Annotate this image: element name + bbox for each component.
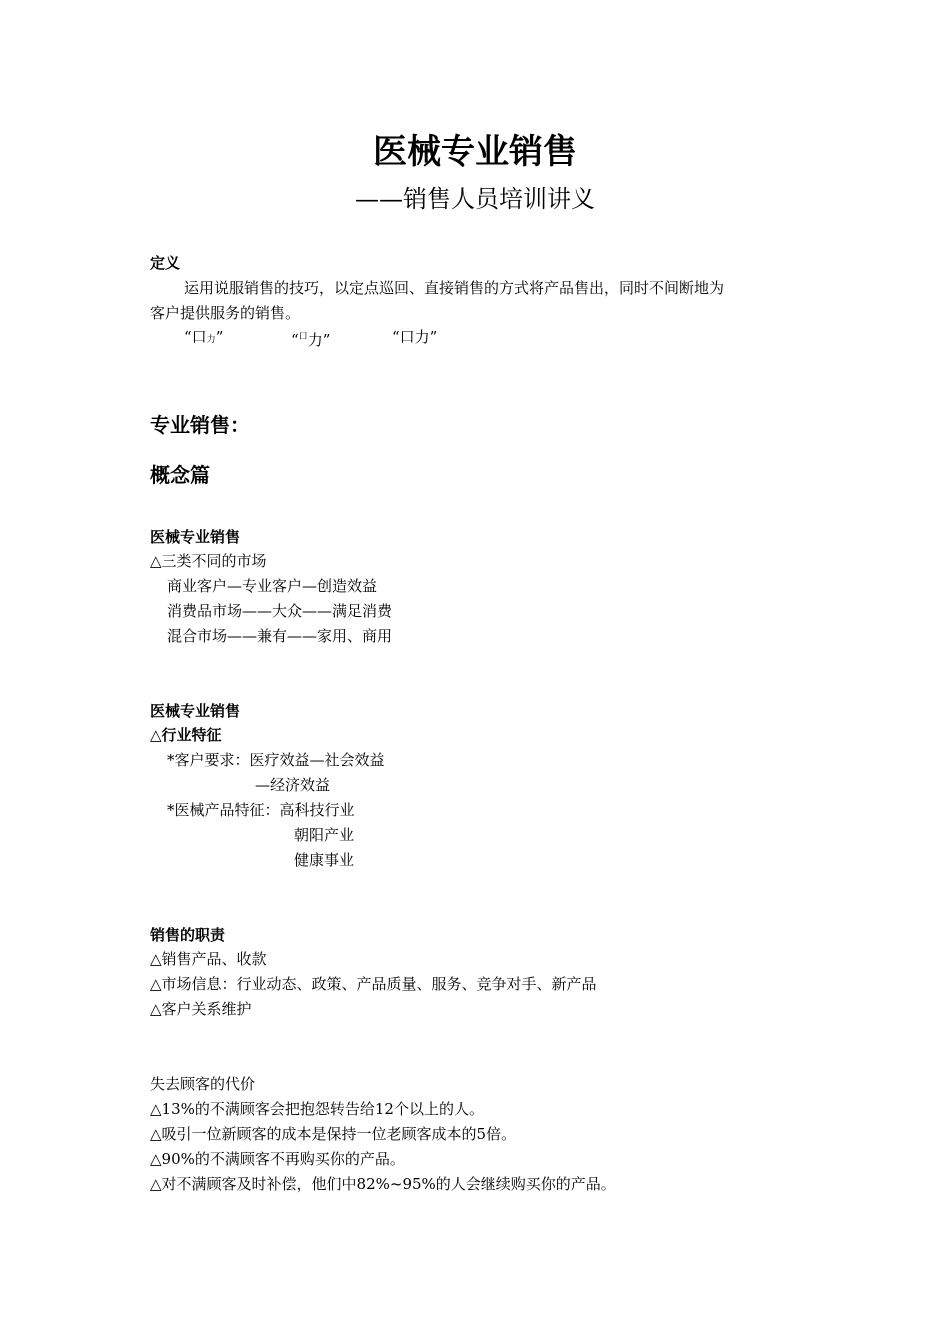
block2-subheading: △行业特征 (150, 726, 222, 744)
block4-item: △吸引一位新顾客的成本是保持一位老顾客成本的5倍。 (150, 1125, 517, 1143)
block3-item: △市场信息：行业动态、政策、产品质量、服务、竞争对手、新产品 (150, 975, 597, 993)
quote-2-close: 力” (307, 331, 331, 349)
quote-2-mark: 口 (298, 332, 308, 342)
quote-1-open: “口 (184, 328, 207, 346)
block1-item: 混合市场——兼有——家用、商用 (167, 627, 393, 645)
section-heading: 专业销售： (150, 413, 250, 437)
definition-line-2: 客户提供服务的销售。 (150, 304, 301, 322)
concept-heading: 概念篇 (150, 463, 210, 487)
quote-1 (184, 326, 223, 351)
block4-item: △90%的不满顾客不再购买你的产品。 (150, 1150, 405, 1168)
block2-heading: 医械专业销售 (150, 702, 241, 720)
block2-line-1: *客户要求：医疗效益—社会效益 (167, 751, 385, 769)
block3-item: △客户关系维护 (150, 1000, 252, 1018)
document-subtitle: ——销售人员培训讲义 (355, 185, 595, 213)
quote-1-mark: 力 (206, 335, 216, 345)
definition-heading: 定义 (150, 254, 181, 272)
quote-1-close: ” (215, 328, 224, 346)
block1-heading: 医械专业销售 (150, 528, 241, 546)
quote-2 (291, 326, 330, 351)
block4-item: △对不满顾客及时补偿，他们中82%~95%的人会继续购买你的产品。 (150, 1175, 616, 1193)
block1-item: 商业客户—专业客户—创造效益 (167, 577, 378, 595)
block2-line-3: *医械产品特征：高科技行业 (167, 801, 355, 819)
block1-item: 消费品市场——大众——满足消费 (167, 602, 393, 620)
definition-line-1: 运用说服销售的技巧，以定点巡回、直接销售的方式将产品售出，同时不间断地为 (184, 279, 725, 297)
block2-line-2: —经济效益 (255, 776, 331, 794)
block3-item: △销售产品、收款 (150, 950, 267, 968)
document-title: 医械专业销售 (373, 132, 577, 172)
block2-line-4: 朝阳产业 (294, 826, 355, 844)
block2-line-5: 健康事业 (294, 851, 355, 869)
block3-heading: 销售的职责 (150, 926, 226, 944)
quote-3: “口力” (392, 328, 438, 346)
block4-heading: 失去顾客的代价 (150, 1075, 256, 1093)
quote-2-open: “ (291, 331, 299, 349)
block1-subheading: △三类不同的市场 (150, 552, 267, 570)
block4-item: △13%的不满顾客会把抱怨转告给12个以上的人。 (150, 1100, 484, 1118)
